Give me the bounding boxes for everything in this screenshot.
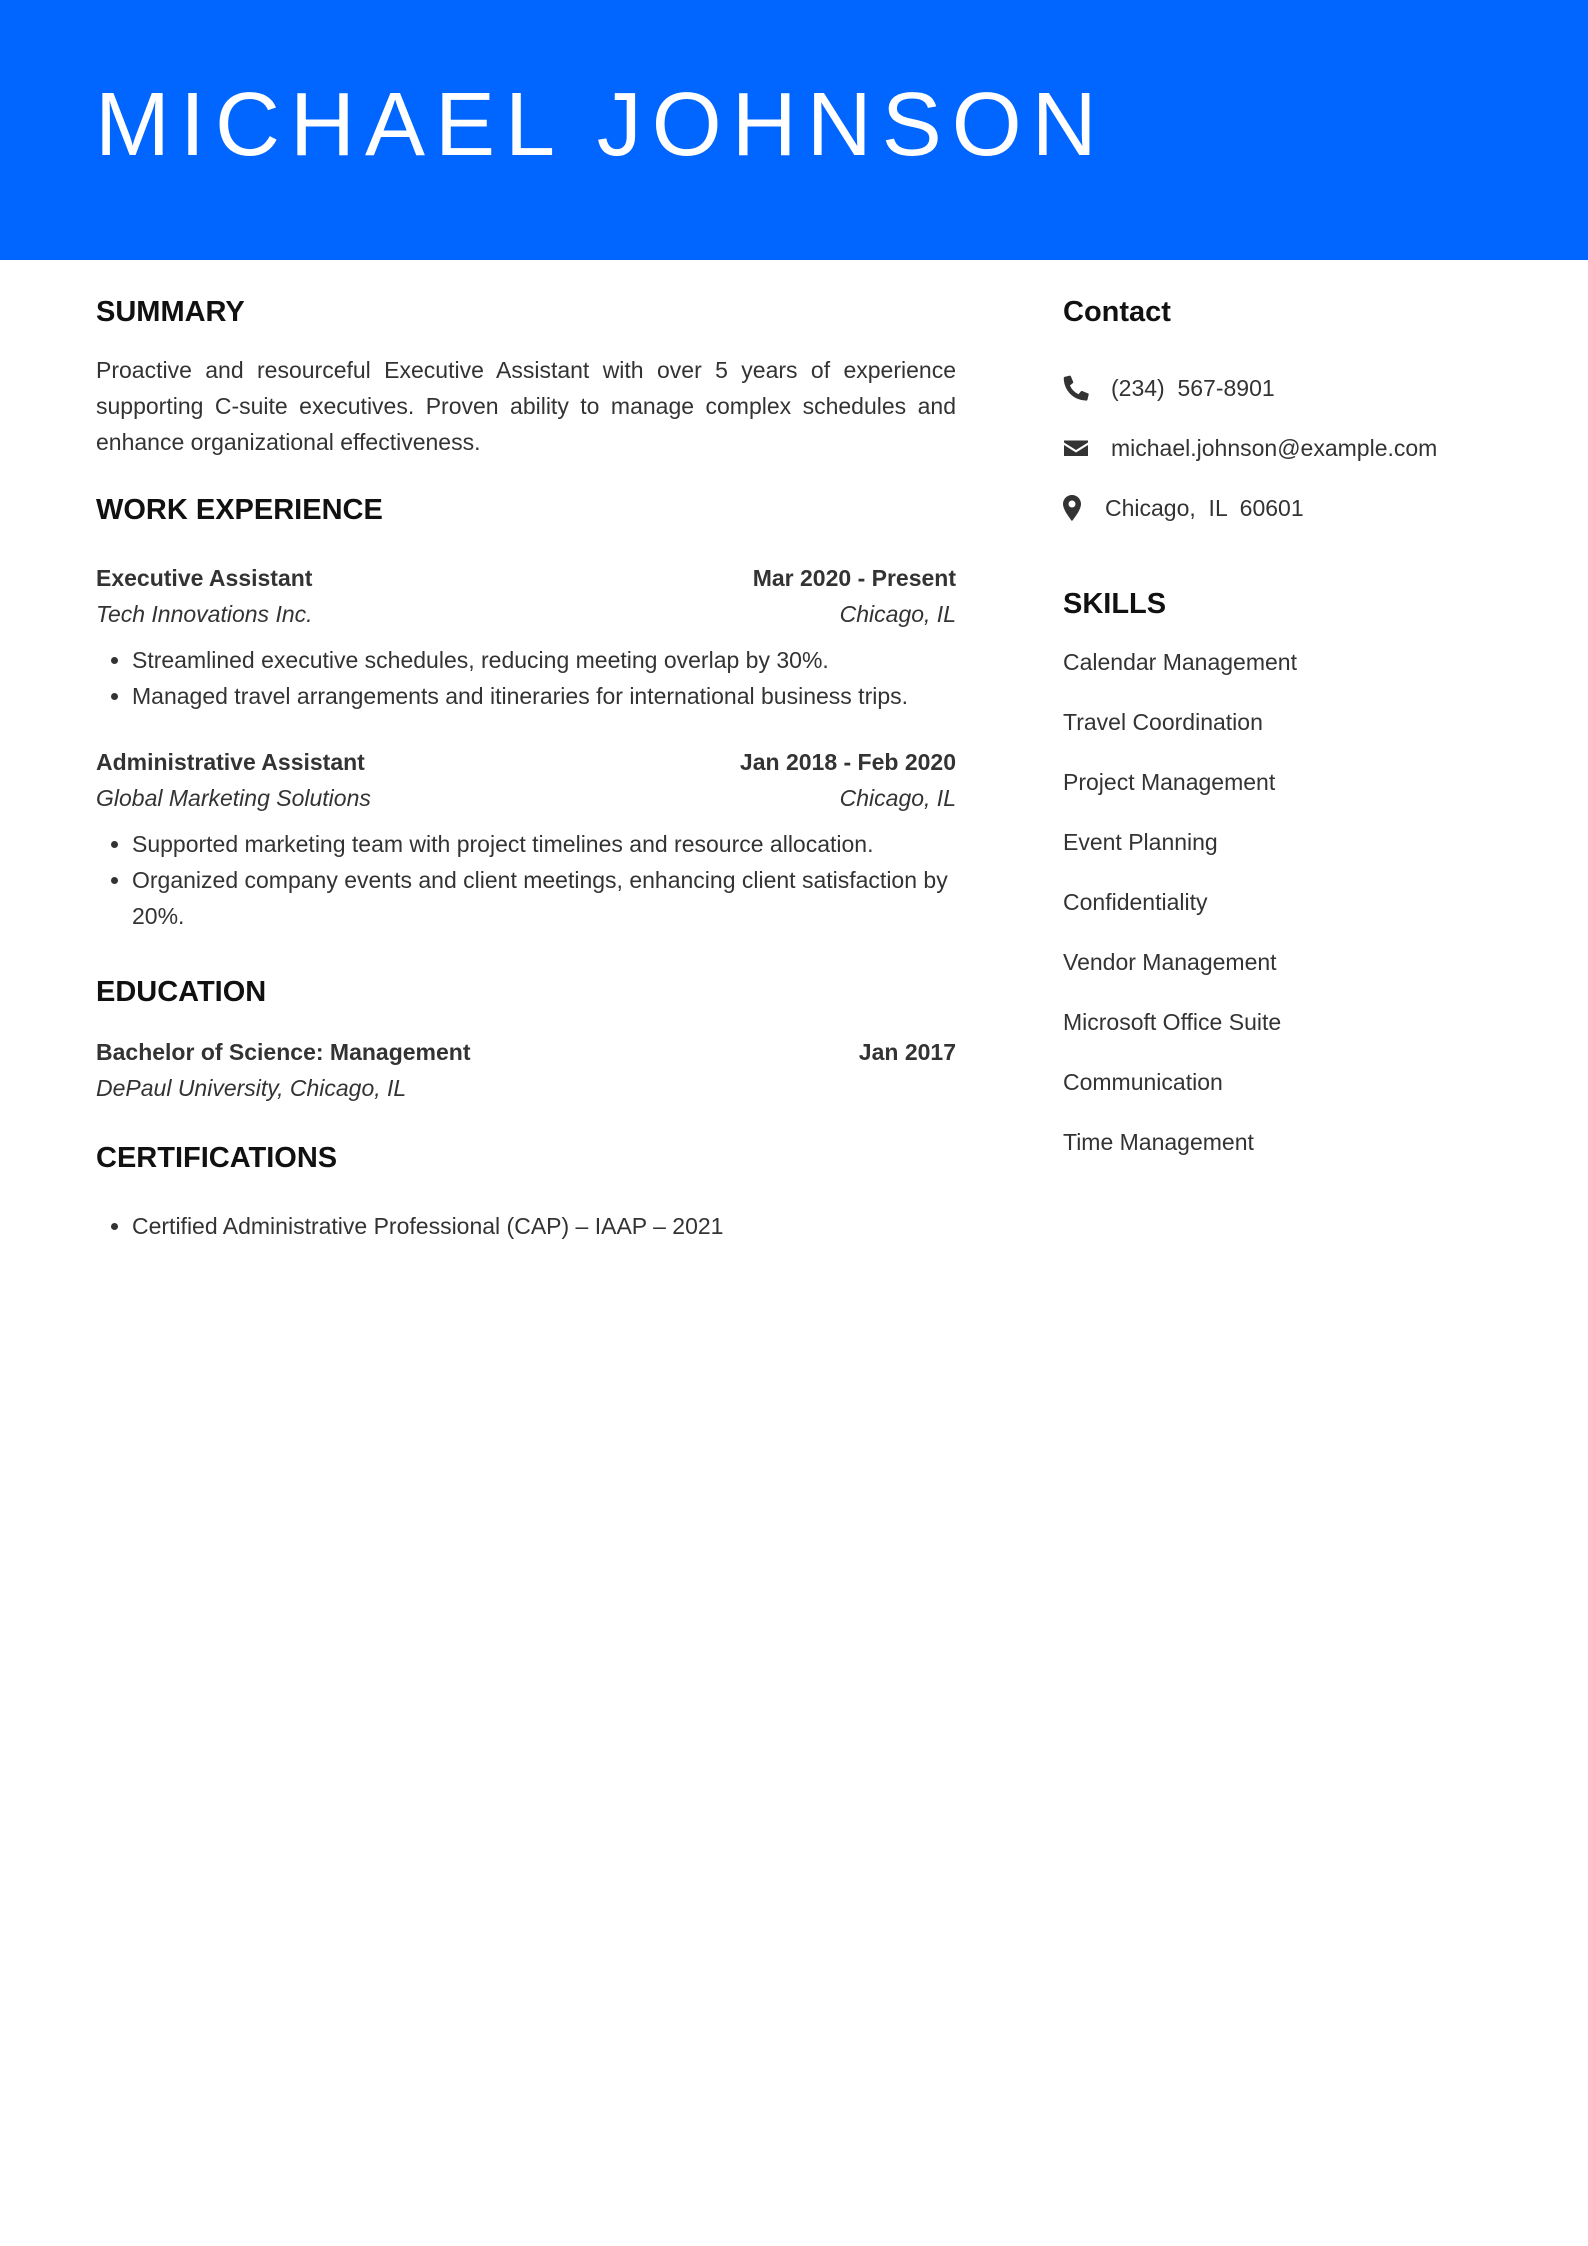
job-entry <box>96 560 956 714</box>
skill-item: Confidentiality <box>1063 889 1208 915</box>
work-experience-section <box>96 490 956 934</box>
certifications-list <box>96 1208 956 1244</box>
job-company: Tech Innovations Inc. <box>96 601 313 627</box>
job-bullets <box>96 826 956 934</box>
education-section <box>96 972 956 1106</box>
contact-title: Contact <box>1063 296 1171 328</box>
job-role: Executive Assistant <box>96 565 313 591</box>
skill-item: Project Management <box>1063 769 1276 795</box>
phone-icon <box>1063 375 1089 401</box>
skills-section <box>1063 584 1503 1160</box>
work-experience-title: WORK EXPERIENCE <box>96 494 383 526</box>
skill-item: Vendor Management <box>1063 949 1277 975</box>
education-title: EDUCATION <box>96 976 267 1008</box>
job-dates: Jan 2018 - Feb 2020 <box>739 749 956 775</box>
job-role: Administrative Assistant <box>96 749 365 775</box>
skills-list <box>1063 644 1503 1160</box>
contact-location <box>1063 490 1503 526</box>
job-entry <box>96 744 956 934</box>
job-bullet: • Organized company events and client meetings, enhancing client satisfaction by 20%. <box>132 862 956 934</box>
main-column <box>96 292 956 1244</box>
contact-phone-text: (234) 567-8901 <box>1111 375 1275 401</box>
map-marker-icon <box>1063 495 1083 521</box>
summary-title: SUMMARY <box>96 296 245 328</box>
summary-section <box>96 292 956 460</box>
skill-item: Travel Coordination <box>1063 709 1263 735</box>
contact-section <box>1063 292 1503 526</box>
summary-text: Proactive and resourceful Executive Assistant with over 5 years of experience supporting C-suite executives. Proven ability to manage complex schedules and enhance organizational effectiveness. <box>96 357 956 455</box>
sidebar-column <box>1063 292 1503 1160</box>
job-location: Chicago, IL <box>839 785 956 811</box>
school: DePaul University, Chicago, IL <box>96 1075 407 1101</box>
degree: Bachelor of Science: Management <box>96 1039 471 1065</box>
skills-title: SKILLS <box>1063 588 1167 620</box>
job-bullet: • Managed travel arrangements and itineraries for international business trips. <box>132 678 956 714</box>
job-bullets <box>96 642 956 714</box>
job-bullet: • Streamlined executive schedules, reducing meeting overlap by 30%. <box>132 642 956 678</box>
job-bullet: • Supported marketing team with project timelines and resource allocation. <box>132 826 956 862</box>
skill-item: Event Planning <box>1063 829 1218 855</box>
contact-location-text: Chicago, IL 60601 <box>1105 495 1304 521</box>
skill-item: Calendar Management <box>1063 649 1297 675</box>
header-banner <box>0 0 1588 260</box>
contact-phone <box>1063 370 1503 406</box>
envelope-icon <box>1063 435 1089 461</box>
contact-email-text: michael.johnson@example.com <box>1111 435 1438 461</box>
certifications-title: CERTIFICATIONS <box>96 1142 338 1174</box>
certifications-section <box>96 1138 956 1244</box>
candidate-name: MICHAEL JOHNSON <box>95 75 1107 175</box>
skill-item: Microsoft Office Suite <box>1063 1009 1282 1035</box>
job-location: Chicago, IL <box>839 601 956 627</box>
job-company: Global Marketing Solutions <box>96 785 371 811</box>
skill-item: Communication <box>1063 1069 1223 1095</box>
contact-email <box>1063 430 1503 466</box>
skill-item: Time Management <box>1063 1129 1254 1155</box>
certification-item: • Certified Administrative Professional (CAP) – IAAP – 2021 <box>132 1208 956 1244</box>
job-dates: Mar 2020 - Present <box>752 565 956 591</box>
education-date: Jan 2017 <box>858 1039 956 1065</box>
